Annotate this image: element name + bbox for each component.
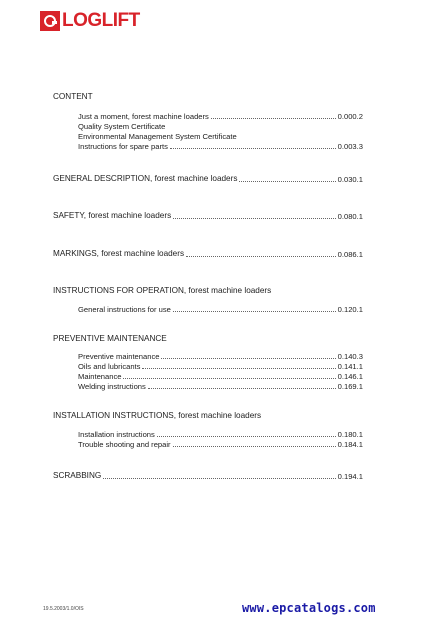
page-number: 0.030.1 (337, 174, 363, 184)
page-number: 0.184.1 (337, 440, 363, 449)
toc-entry[interactable]: Trouble shooting and repair 0.184.1 (78, 440, 363, 449)
toc-section-safety[interactable]: SAFETY, forest machine loaders 0.080.1 (53, 211, 363, 221)
section-title-preventive-maintenance: PREVENTIVE MAINTENANCE (53, 334, 167, 343)
page-number: 0.120.1 (337, 305, 363, 314)
toc-section-general-description[interactable]: GENERAL DESCRIPTION, forest machine loaders 0.030.1 (53, 174, 363, 184)
page-number: 0.086.1 (337, 249, 363, 259)
section-title-content: CONTENT (53, 92, 93, 101)
toc-entry[interactable]: Maintenance 0.146.1 (78, 372, 363, 381)
toc-entry[interactable]: Instructions for spare parts 0.003.3 (78, 142, 363, 151)
toc-entry[interactable]: Installation instructions 0.180.1 (78, 430, 363, 439)
loglift-logo (40, 11, 140, 31)
toc-entry[interactable]: Welding instructions 0.169.1 (78, 382, 363, 391)
loglift-logo-mark-icon (40, 11, 60, 31)
page-number: 0.141.1 (337, 362, 363, 371)
page-number: 0.080.1 (337, 211, 363, 221)
toc-entry[interactable]: Quality System Certificate (78, 122, 166, 131)
page-number: 0.169.1 (337, 382, 363, 391)
page-number: 0.194.1 (337, 471, 363, 481)
document-code: 19.5.2003/1.0/OIS (43, 606, 84, 612)
watermark-url[interactable]: www.epcatalogs.com (242, 601, 376, 615)
toc-entry[interactable]: Preventive maintenance 0.140.3 (78, 352, 363, 361)
logo-text: LOGLIFT (62, 10, 140, 31)
section-title-operation: INSTRUCTIONS FOR OPERATION, forest machine loaders (53, 286, 272, 295)
section-title-installation: INSTALLATION INSTRUCTIONS, forest machine loaders (53, 411, 262, 420)
page-number: 0.140.3 (337, 352, 363, 361)
toc-entry[interactable]: General instructions for use 0.120.1 (78, 305, 363, 314)
page-number: 0.180.1 (337, 430, 363, 439)
toc-entry[interactable]: Just a moment, forest machine loaders 0.000.2 (78, 112, 363, 121)
toc-entry[interactable]: Environmental Management System Certificate (78, 132, 237, 141)
toc-section-scrabbing[interactable]: SCRABBING 0.194.1 (53, 471, 363, 481)
toc-entry[interactable]: Oils and lubricants 0.141.1 (78, 362, 363, 371)
page-number: 0.000.2 (337, 112, 363, 121)
page-number: 0.003.3 (337, 142, 363, 151)
page-number: 0.146.1 (337, 372, 363, 381)
toc-section-markings[interactable]: MARKINGS, forest machine loaders 0.086.1 (53, 249, 363, 259)
